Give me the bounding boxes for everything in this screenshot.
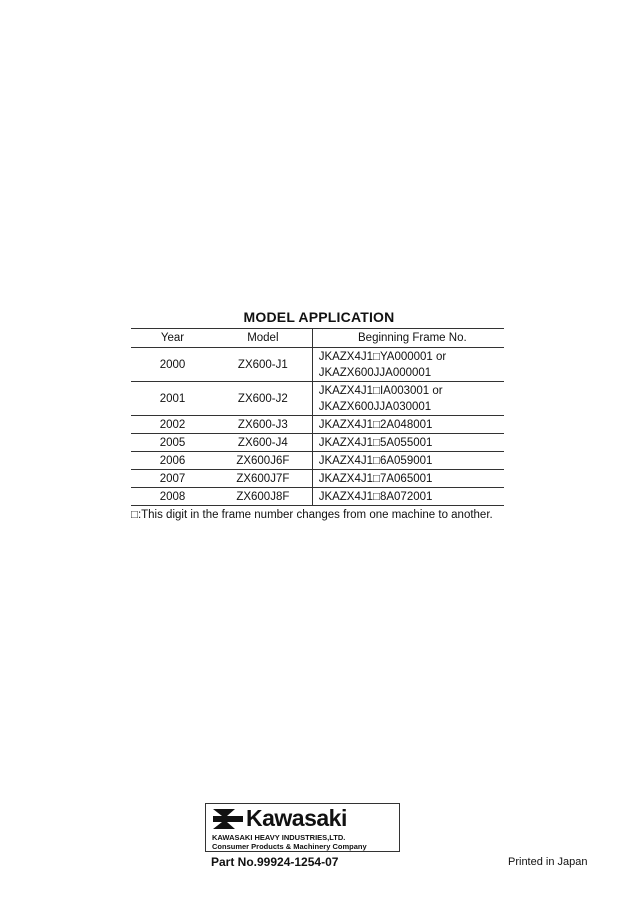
year-cell: 2002 [131, 416, 214, 434]
year-cell: 2007 [131, 470, 214, 488]
page-title: MODEL APPLICATION [243, 309, 395, 325]
frame-cell: JKAZX4J1□8A072001 [312, 488, 504, 506]
brand-name: Kawasaki [246, 805, 347, 831]
year-cell: 2005 [131, 434, 214, 452]
header-model: Model [214, 329, 312, 348]
division-name: Consumer Products & Machinery Company [212, 842, 367, 851]
header-frame-no: Beginning Frame No. [312, 329, 504, 348]
frame-cell: JKAZX4J1□7A065001 [312, 470, 504, 488]
year-cell: 2001 [131, 382, 214, 416]
frame-line: JKAZX4J1□YA000001 or [318, 350, 447, 363]
model-cell: ZX600J6F [214, 452, 312, 470]
footnote: □:This digit in the frame number changes from one machine to another. [131, 509, 493, 521]
year-cell: 2006 [131, 452, 214, 470]
model-cell: ZX600-J3 [214, 416, 312, 434]
table-header-row [131, 329, 504, 348]
frame-cell: JKAZX4J1□6A059001 [312, 452, 504, 470]
table-row [131, 452, 504, 470]
model-cell: ZX600-J1 [214, 348, 312, 382]
frame-line: JKAZX600JJA000001 [318, 366, 432, 379]
company-name: KAWASAKI HEAVY INDUSTRIES,LTD. [212, 833, 346, 842]
model-cell: ZX600-J2 [214, 382, 312, 416]
table-row [131, 470, 504, 488]
printed-in: Printed in Japan [508, 856, 588, 868]
frame-cell: JKAZX4J1□5A055001 [312, 434, 504, 452]
frame-cell [312, 348, 504, 382]
model-cell: ZX600-J4 [214, 434, 312, 452]
part-number: Part No.99924-1254-07 [211, 855, 339, 869]
model-cell: ZX600J8F [214, 488, 312, 506]
table-row [131, 488, 504, 506]
kawasaki-logo-box [205, 803, 400, 852]
frame-line: JKAZX600JJA030001 [318, 400, 432, 413]
table-row [131, 416, 504, 434]
year-cell: 2008 [131, 488, 214, 506]
year-cell: 2000 [131, 348, 214, 382]
table-row [131, 348, 504, 382]
table-row [131, 382, 504, 416]
model-application-table [131, 328, 504, 506]
header-year: Year [131, 329, 214, 348]
frame-cell: JKAZX4J1□2A048001 [312, 416, 504, 434]
model-cell: ZX600J7F [214, 470, 312, 488]
table-row [131, 434, 504, 452]
kawasaki-river-mark-icon [213, 809, 243, 834]
frame-cell [312, 382, 504, 416]
frame-line: JKAZX4J1□IA003001 or [318, 384, 443, 397]
